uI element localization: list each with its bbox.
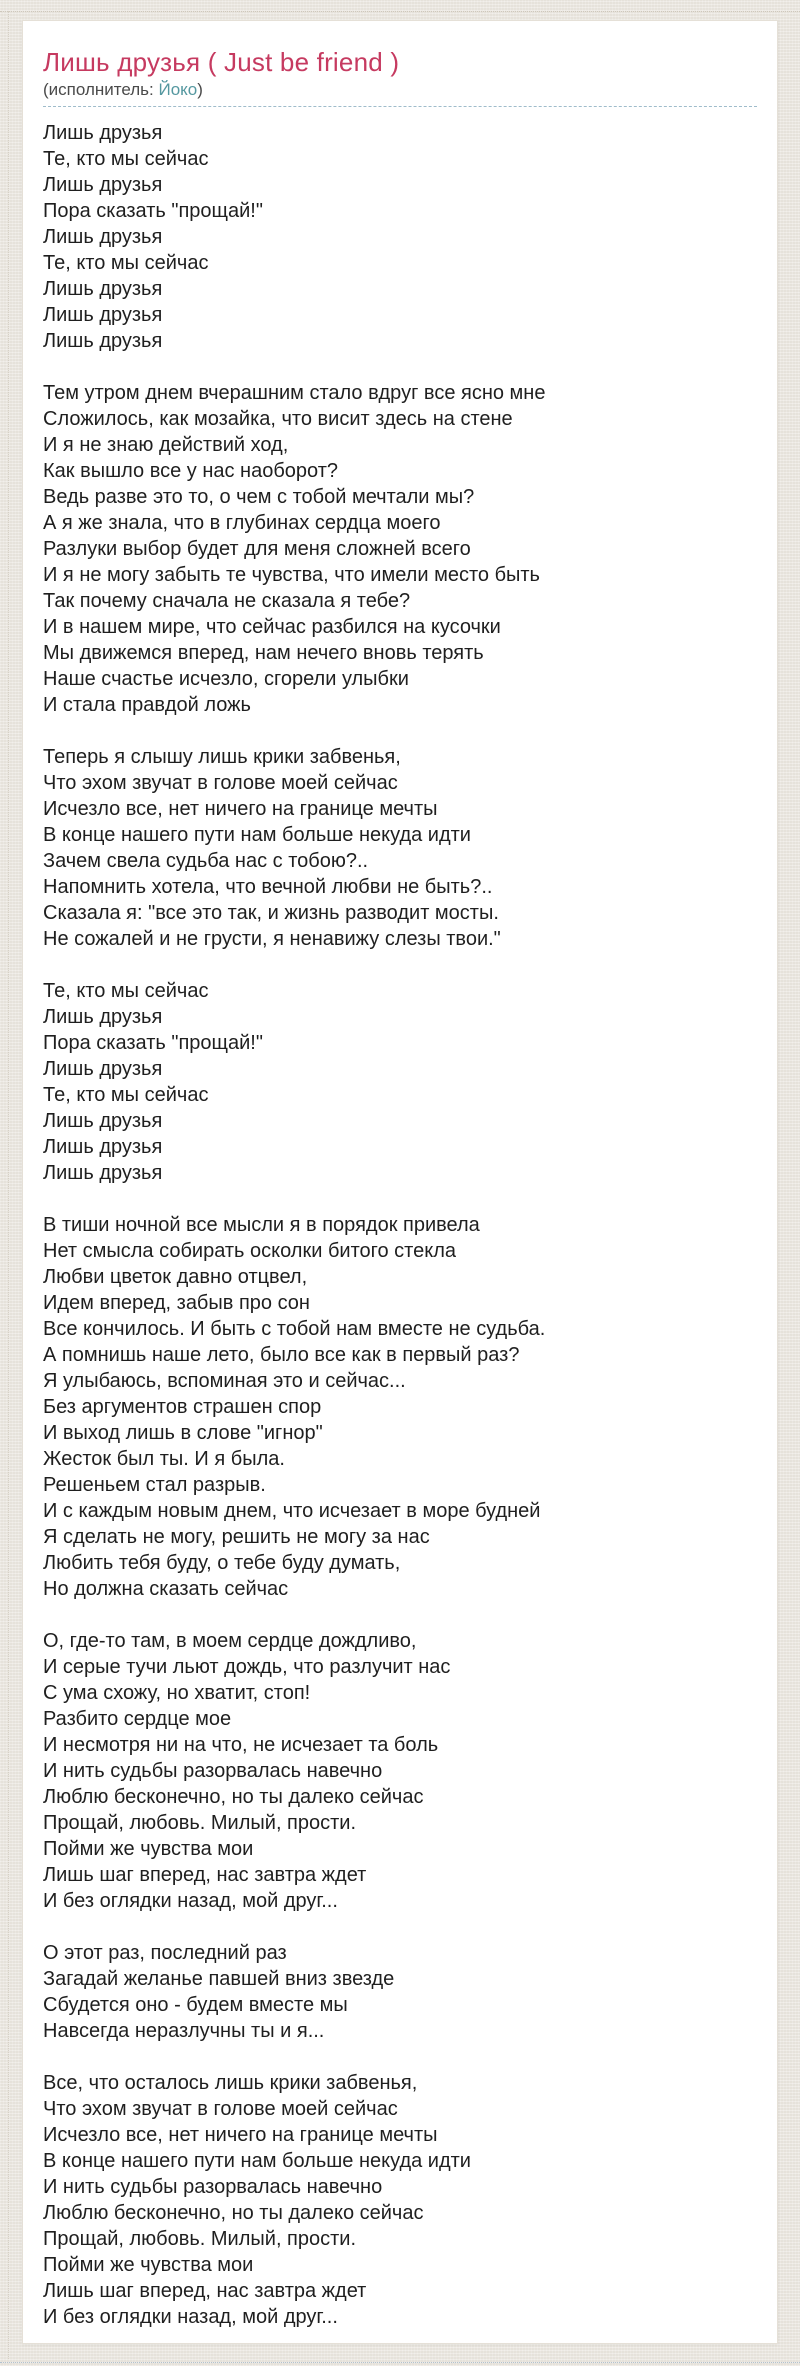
lyrics-line: И с каждым новым днем, что исчезает в море будней xyxy=(43,1500,541,1522)
lyrics-line: Нет смысла собирать осколки битого стекла xyxy=(43,1240,456,1262)
lyrics-line: Люблю бесконечно, но ты далеко сейчас xyxy=(43,2202,424,2224)
lyrics-line: Пойми же чувства мои xyxy=(43,1838,254,1860)
lyrics-line: И без оглядки назад, мой друг... xyxy=(43,1890,338,1912)
top-stitch-divider xyxy=(0,11,800,12)
lyrics-line: И выход лишь в слове "игнор" xyxy=(43,1422,323,1444)
lyrics-line: Лишь друзья xyxy=(43,1136,163,1158)
lyrics-line: Исчезло все, нет ничего на границе мечты xyxy=(43,798,438,820)
lyrics-line: Пойми же чувства мои xyxy=(43,2254,254,2276)
lyrics-line: Разбито сердце мое xyxy=(43,1708,232,1730)
lyrics-line: Прощай, любовь. Милый, прости. xyxy=(43,2228,357,2250)
lyrics-line: Те, кто мы сейчас xyxy=(43,148,209,170)
lyrics-line: Пора сказать "прощай!" xyxy=(43,200,263,222)
lyrics-line: Я сделать не могу, решить не могу за нас xyxy=(43,1526,430,1548)
lyrics-line: Наше счастье исчезло, сгорели улыбки xyxy=(43,668,409,690)
lyrics-line: В конце нашего пути нам больше некуда идти xyxy=(43,824,471,846)
lyrics-line: Сложилось, как мозайка, что висит здесь на стене xyxy=(43,408,513,430)
stanza xyxy=(43,380,757,718)
lyrics-line: Но должна сказать сейчас xyxy=(43,1578,289,1600)
lyrics-line: Люблю бесконечно, но ты далеко сейчас xyxy=(43,1786,424,1808)
lyrics-line: И нить судьбы разорвалась навечно xyxy=(43,2176,383,2198)
stanza xyxy=(43,1212,757,1602)
lyrics-line: Те, кто мы сейчас xyxy=(43,980,209,1002)
stanza xyxy=(43,744,757,952)
lyrics-line: Любить тебя буду, о тебе буду думать, xyxy=(43,1552,401,1574)
lyrics-line: Лишь друзья xyxy=(43,226,163,248)
lyrics-line: Все, что осталось лишь крики забвенья, xyxy=(43,2072,418,2094)
lyrics-line: А я же знала, что в глубинах сердца моего xyxy=(43,512,441,534)
bottom-stitch-divider xyxy=(0,2362,800,2363)
artist-label: (исполнитель: xyxy=(43,80,154,99)
stanza xyxy=(43,1940,757,2044)
stanza xyxy=(43,978,757,1186)
lyrics-line: Загадай желанье павшей вниз звезде xyxy=(43,1968,395,1990)
lyrics-line: А помнишь наше лето, было все как в первый раз? xyxy=(43,1344,520,1366)
lyrics-line: Решеньем стал разрыв. xyxy=(43,1474,266,1496)
lyrics-line: Так почему сначала не сказала я тебе? xyxy=(43,590,411,612)
lyrics-line: Лишь шаг вперед, нас завтра ждет xyxy=(43,2280,367,2302)
lyrics-line: Что эхом звучат в голове моей сейчас xyxy=(43,2098,398,2120)
lyrics-line: Лишь друзья xyxy=(43,1162,163,1184)
lyrics-line: Я улыбаюсь, вспоминая это и сейчас... xyxy=(43,1370,406,1392)
lyrics-line: Те, кто мы сейчас xyxy=(43,1084,209,1106)
lyrics-line: Лишь друзья xyxy=(43,1110,163,1132)
lyrics-line: Мы движемся вперед, нам нечего вновь терять xyxy=(43,642,484,664)
lyrics-line: Напомнить хотела, что вечной любви не быть?.. xyxy=(43,876,493,898)
song-title: Лишь друзья ( Just be friend ) xyxy=(43,47,400,77)
lyrics-line: Сбудется оно - будем вместе мы xyxy=(43,1994,348,2016)
lyrics-line: Прощай, любовь. Милый, прости. xyxy=(43,1812,357,1834)
lyrics-line: Лишь друзья xyxy=(43,278,163,300)
stanza xyxy=(43,2070,757,2330)
lyrics-line: Лишь шаг вперед, нас завтра ждет xyxy=(43,1864,367,1886)
lyrics-line: Не сожалей и не грусти, я ненавижу слезы твои." xyxy=(43,928,501,950)
lyrics-line: В тиши ночной все мысли я в порядок привела xyxy=(43,1214,480,1236)
lyrics-line: Лишь друзья xyxy=(43,122,163,144)
lyrics-line: И в нашем мире, что сейчас разбился на кусочки xyxy=(43,616,501,638)
lyrics-line: О, где-то там, в моем сердце дождливо, xyxy=(43,1630,417,1652)
lyrics-line: Разлуки выбор будет для меня сложней всего xyxy=(43,538,471,560)
lyrics-line: Те, кто мы сейчас xyxy=(43,252,209,274)
lyrics-line: Идем вперед, забыв про сон xyxy=(43,1292,310,1314)
stanza xyxy=(43,120,757,354)
lyrics-line: Без аргументов страшен спор xyxy=(43,1396,322,1418)
lyrics-line: Зачем свела судьба нас с тобою?.. xyxy=(43,850,369,872)
lyrics-text xyxy=(43,120,757,2330)
lyrics-line: Лишь друзья xyxy=(43,1006,163,1028)
lyrics-line: С ума схожу, но хватит, стоп! xyxy=(43,1682,311,1704)
stanza xyxy=(43,1628,757,1914)
lyrics-line: Теперь я слышу лишь крики забвенья, xyxy=(43,746,401,768)
artist-label-suffix: ) xyxy=(197,80,203,99)
artist-link[interactable]: Йоко xyxy=(158,80,198,99)
lyrics-line: Тем утром днем вчерашним стало вдруг все ясно мне xyxy=(43,382,546,404)
lyrics-line: Жесток был ты. И я была. xyxy=(43,1448,285,1470)
lyrics-panel xyxy=(22,20,778,2344)
lyrics-line: И серые тучи льют дождь, что разлучит нас xyxy=(43,1656,451,1678)
lyrics-line: Исчезло все, нет ничего на границе мечты xyxy=(43,2124,438,2146)
lyrics-line: Пора сказать "прощай!" xyxy=(43,1032,263,1054)
lyrics-line: Как вышло все у нас наоборот? xyxy=(43,460,339,482)
lyrics-line: Лишь друзья xyxy=(43,304,163,326)
artist-line xyxy=(43,80,757,107)
lyrics-line: Сказала я: "все это так, и жизнь разводит мосты. xyxy=(43,902,499,924)
lyrics-line: О этот раз, последний раз xyxy=(43,1942,287,1964)
left-stitch-divider xyxy=(8,11,9,2359)
lyrics-line: Все кончилось. И быть с тобой нам вместе не судьба. xyxy=(43,1318,546,1340)
lyrics-line: Навсегда неразлучны ты и я... xyxy=(43,2020,325,2042)
lyrics-line: Лишь друзья xyxy=(43,174,163,196)
lyrics-line: И несмотря ни на что, не исчезает та боль xyxy=(43,1734,439,1756)
lyrics-line: Ведь разве это то, о чем с тобой мечтали мы? xyxy=(43,486,475,508)
lyrics-line: Что эхом звучат в голове моей сейчас xyxy=(43,772,398,794)
lyrics-line: И я не знаю действий ход, xyxy=(43,434,289,456)
lyrics-line: И я не могу забыть те чувства, что имели место быть xyxy=(43,564,540,586)
lyrics-line: Любви цветок давно отцвел, xyxy=(43,1266,308,1288)
lyrics-line: Лишь друзья xyxy=(43,1058,163,1080)
lyrics-line: Лишь друзья xyxy=(43,330,163,352)
lyrics-line: В конце нашего пути нам больше некуда идти xyxy=(43,2150,471,2172)
lyrics-line: И без оглядки назад, мой друг... xyxy=(43,2306,338,2328)
lyrics-line: И стала правдой ложь xyxy=(43,694,251,716)
lyrics-line: И нить судьбы разорвалась навечно xyxy=(43,1760,383,1782)
